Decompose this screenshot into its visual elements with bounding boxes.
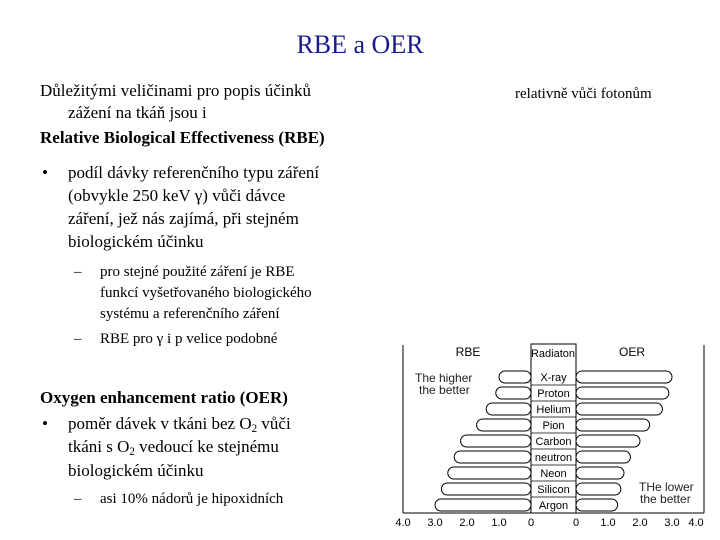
rbe-bullet-line-2: (obvykle 250 keV γ) vůči dávce (68, 186, 286, 205)
oer-label: OER (618, 345, 646, 359)
radiation-name: Proton (537, 388, 570, 400)
rbe-sub1-line-3: systému a referenčního záření (100, 306, 280, 322)
rbe-label: RBE (455, 345, 481, 359)
rbe-sub1-line-1: pro stejné použité záření je RBE (100, 264, 295, 280)
oer-sub: asi 10% nádorů je hipoxidních (100, 491, 284, 507)
oer-bullet-line-2: tkáni s $O_2$ vedoucí ke stejnému (68, 437, 279, 458)
oer-bar (576, 451, 630, 463)
dash-icon: – (74, 264, 82, 280)
rbe-bar (496, 387, 531, 399)
radiation-name: Helium (536, 404, 571, 416)
oer-bar (576, 403, 662, 415)
side-note: relativně vůči fotonům (515, 86, 652, 102)
rbe-bullet-line-1: podíl dávky referenčního typu záření (68, 163, 320, 182)
rbe-tick-label: 0 (527, 517, 535, 529)
rbe-heading: Relative Biological Effectiveness (RBE) (40, 128, 325, 147)
rbe-bar (477, 419, 531, 431)
oer-bar (576, 419, 650, 431)
rbe-bullet-line-4: biologickém účinku (68, 232, 204, 251)
right-note-line-2: the better (640, 492, 691, 506)
rbe-sub1-line-2: funkcí vyšetřovaného biologického (100, 285, 312, 301)
rbe-sub2: RBE pro γ i p velice podobné (100, 331, 278, 347)
radiation-name: Pion (542, 420, 565, 432)
left-note-line-2: the better (419, 383, 470, 397)
left-note-line-1: The higher (415, 371, 473, 385)
dash-icon: – (74, 491, 82, 507)
oer-tick-label: 0 (572, 517, 580, 529)
rbe-tick-label: 3.0 (427, 517, 443, 529)
radiation-name: Silicon (537, 484, 570, 496)
rbe-bar (448, 467, 531, 479)
oer-tick-label: 4.0 (688, 517, 704, 529)
intro-line-2: zážení na tkáň jsou i (68, 103, 207, 122)
oer-bar (576, 435, 640, 447)
oer-bar (576, 483, 621, 495)
rbe-tick-label: 1.0 (491, 517, 507, 529)
rbe-bar (499, 371, 531, 383)
rbe-bar (461, 435, 531, 447)
rbe-tick-label: 4.0 (395, 517, 411, 529)
oer-tick-label: 3.0 (664, 517, 680, 529)
rbe-tick-label: 2.0 (459, 517, 475, 529)
oer-tick-label: 2.0 (632, 517, 648, 529)
radiation-label: Radiaton (530, 348, 576, 360)
oer-bar (576, 387, 669, 399)
rbe-bar (435, 499, 531, 511)
radiation-name: X-ray (540, 372, 567, 384)
oer-bar (576, 467, 624, 479)
dash-icon: – (74, 331, 82, 347)
bullet-icon: • (42, 163, 48, 182)
rbe-bullet-line-3: záření, jež nás zajímá, při stejném (68, 209, 299, 228)
intro-line-1: Důležitými veličinami pro popis účinků (40, 81, 312, 100)
oer-bar (576, 499, 618, 511)
radiation-name: Neon (540, 468, 567, 480)
rbe-bar (486, 403, 531, 415)
rbe-bar (454, 451, 531, 463)
radiation-name: neutron (534, 452, 573, 464)
radiation-name: Argon (538, 500, 569, 512)
bullet-icon: • (42, 414, 48, 433)
oer-bullet-line-3: biologickém účinku (68, 461, 204, 480)
slide-title: RBE a OER (296, 30, 424, 59)
oer-tick-label: 1.0 (600, 517, 616, 529)
oer-heading: Oxygen enhancement ratio (OER) (40, 388, 288, 407)
oer-bullet-line-1: poměr dávek v tkáni bez $O_2$ vůči (68, 414, 291, 435)
radiation-name: Carbon (535, 436, 572, 448)
rbe-bar (441, 483, 531, 495)
oer-bar (576, 371, 672, 383)
right-note-line-1: THe lower (639, 480, 694, 494)
